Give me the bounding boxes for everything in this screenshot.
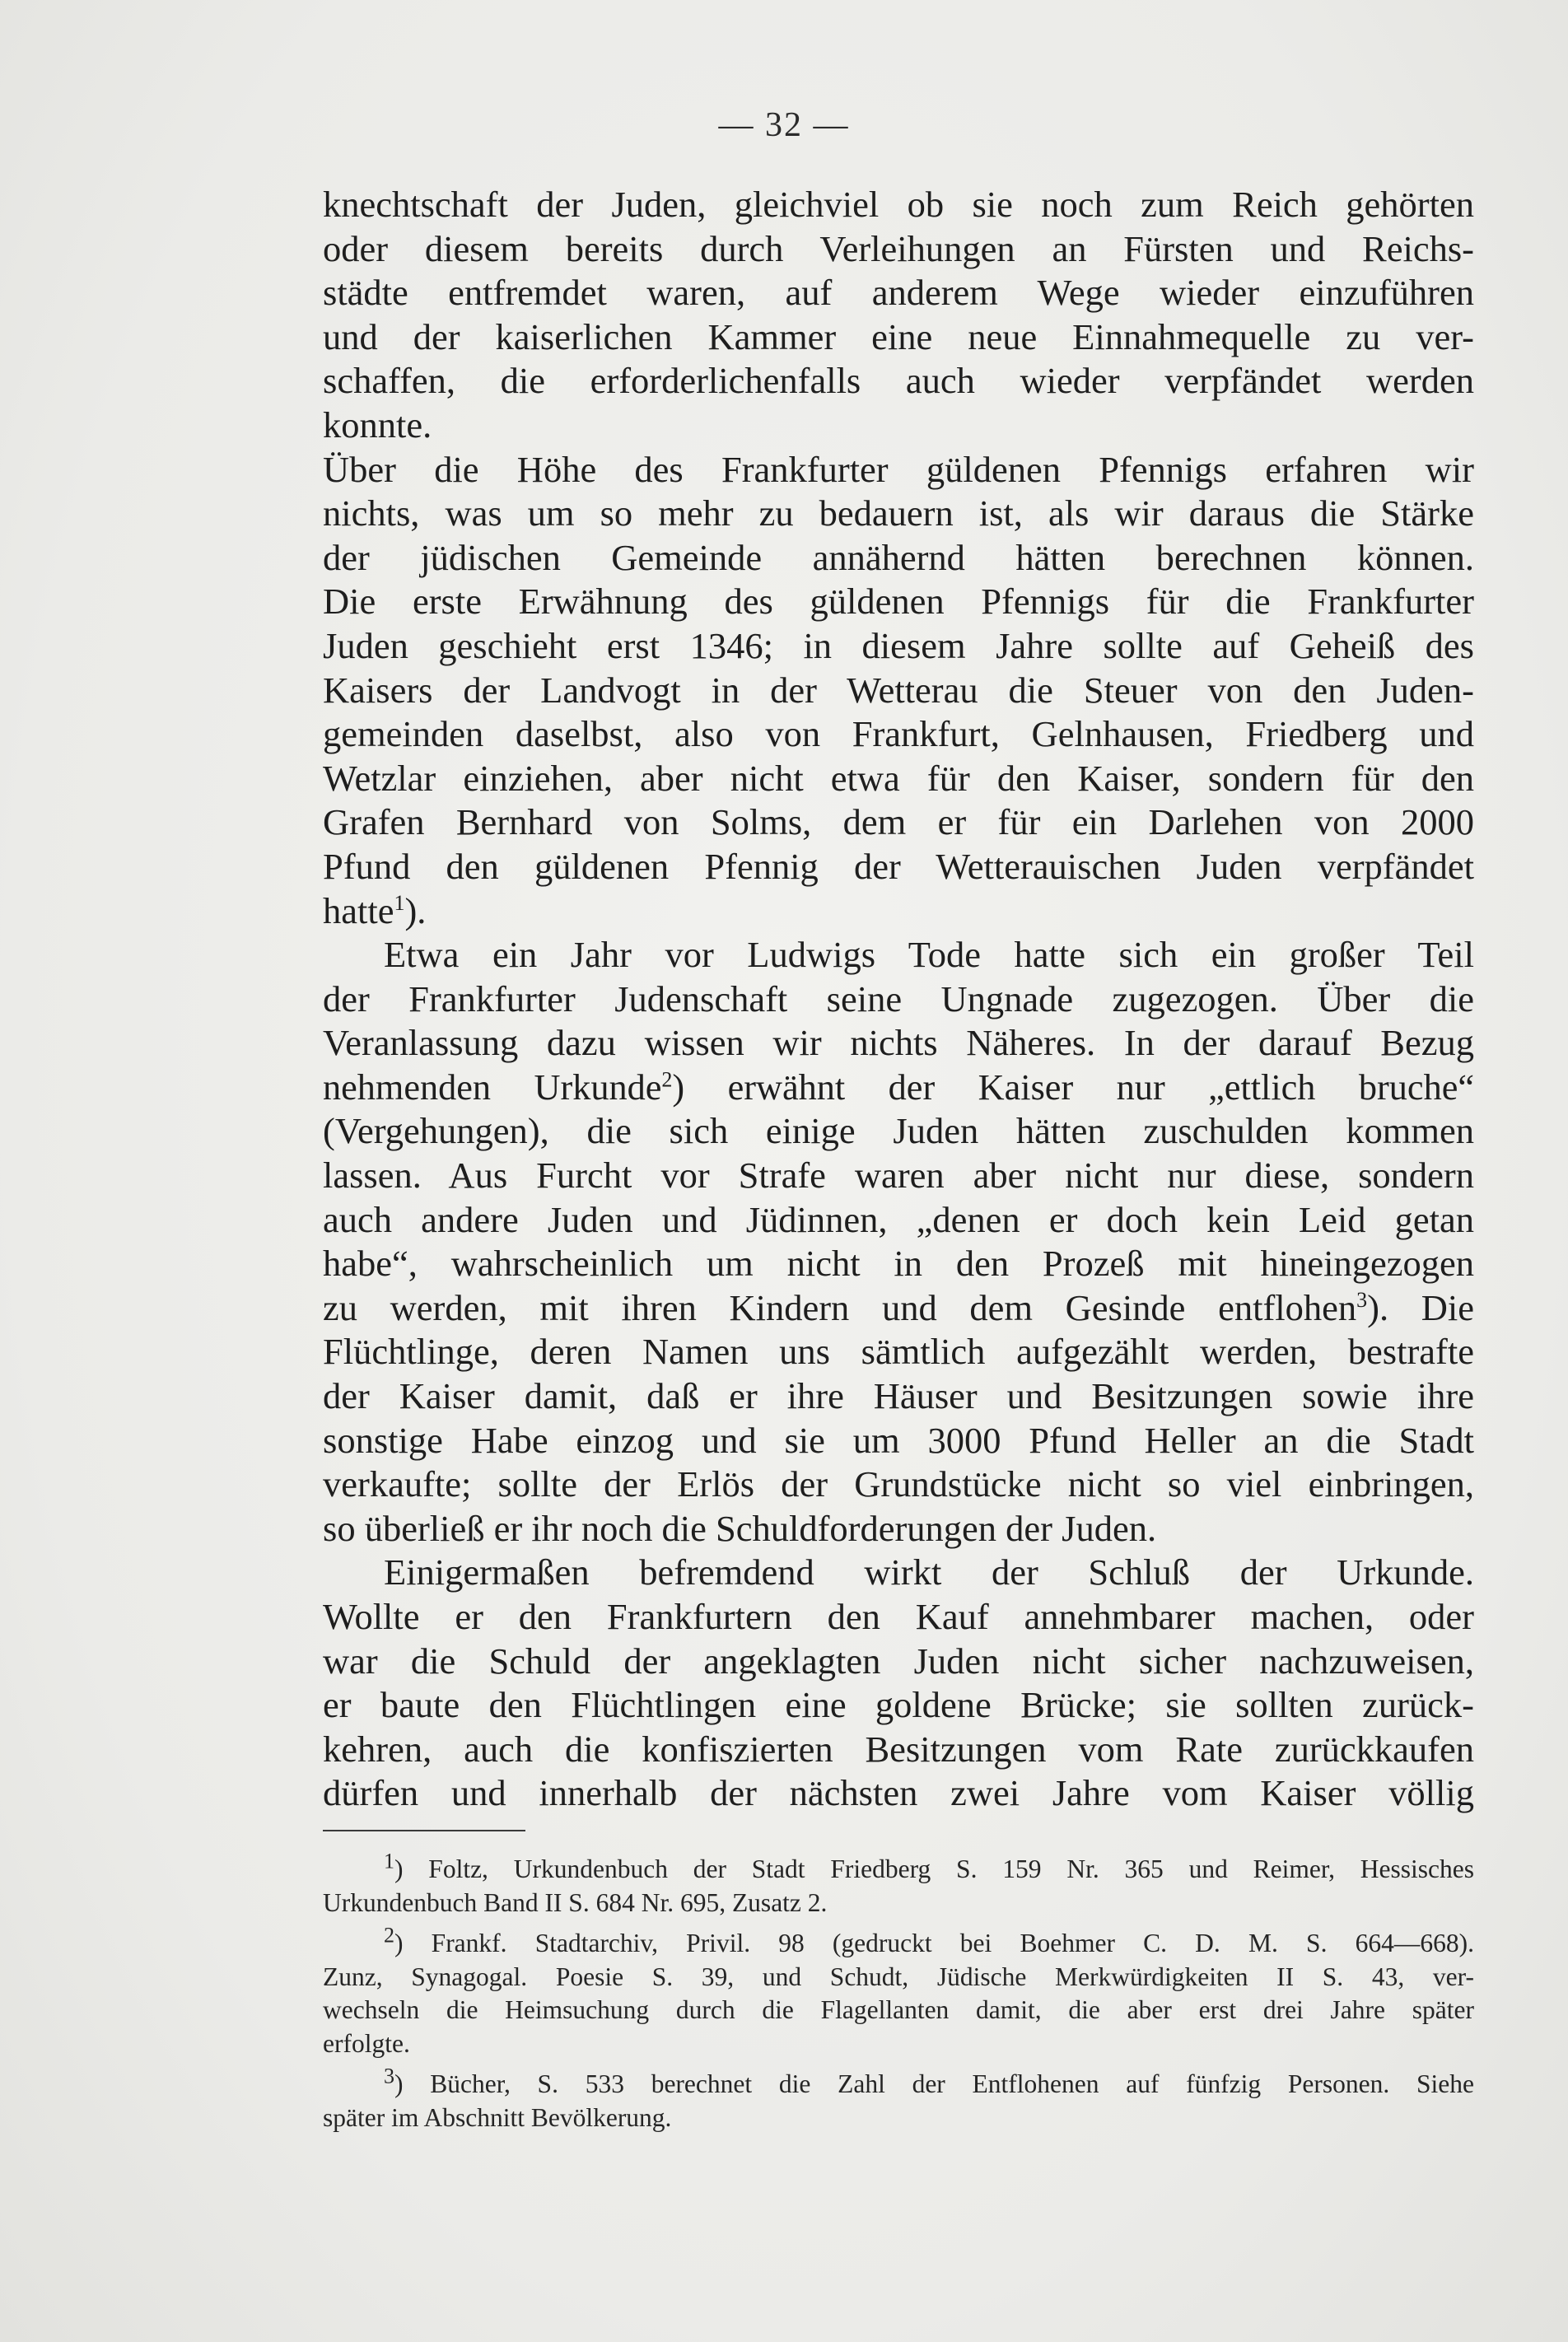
text-line: gemeinden daselbst, also von Frankfurt, Gelnhausen, Friedberg und	[323, 713, 1474, 755]
text-line: lassen. Aus Furcht vor Strafe waren aber nicht nur diese, sondern	[323, 1155, 1474, 1197]
text-line: Juden geschieht erst 1346; in diesem Jahre sollte auf Geheiß des	[323, 624, 1474, 666]
text-line: Flüchtlinge, deren Namen uns sämtlich aufgezählt werden, bestrafte	[323, 1331, 1474, 1373]
text-fragment: ) Foltz, Urkundenbuch der Stadt Friedberg S. 159 Nr. 365 und Reimer, Hessisches	[394, 1854, 1474, 1883]
text-line: auch andere Juden und Jüdinnen, „denen er doch kein Leid getan	[323, 1198, 1474, 1240]
text-line: Einigermaßen befremdend wirkt der Schluß der Urkunde.	[384, 1551, 1474, 1593]
text-fragment: ).	[404, 889, 427, 931]
text-line-with-ref	[323, 1286, 1474, 1331]
footnote-line: erfolgte.	[323, 2028, 410, 2058]
text-fragment: ) Frankf. Stadtarchiv, Privil. 98 (gedruckt bei Boehmer C. D. M. S. 664—668).	[394, 1929, 1474, 1957]
text-line: der Kaiser damit, daß er ihre Häuser und Besitzungen sowie ihre	[323, 1375, 1474, 1417]
footnote-ref: 1	[394, 890, 405, 915]
text-line: war die Schuld der angeklagten Juden nicht sicher nachzuweisen,	[323, 1640, 1474, 1682]
text-line: nichts, was um so mehr zu bedauern ist, als wir daraus die Stärke	[323, 492, 1474, 534]
text-line: habe“, wahrscheinlich um nicht in den Prozeß mit hineingezogen	[323, 1243, 1474, 1285]
footnote-marker: 1	[384, 1849, 394, 1873]
text-line: und der kaiserlichen Kammer eine neue Einnahmequelle zu ver-	[323, 315, 1474, 357]
text-line: Pfund den güldenen Pfennig der Wetterauischen Juden verpfändet	[323, 845, 1474, 887]
footnote-line	[323, 1923, 1474, 1961]
footnote-line: später im Abschnitt Bevölkerung.	[323, 2102, 672, 2132]
text-line: Wetzlar einziehen, aber nicht etwa für den Kaiser, sondern für den	[323, 757, 1474, 799]
text-line: städte entfremdet waren, auf anderem Wege wieder einzuführen	[323, 272, 1474, 314]
text-line-with-ref	[323, 889, 1474, 934]
footnote-line: Urkundenbuch Band II S. 684 Nr. 695, Zusatz 2.	[323, 1887, 828, 1917]
text-line: sonstige Habe einzog und sie um 3000 Pfund Heller an die Stadt	[323, 1419, 1474, 1461]
text-line: knechtschaft der Juden, gleichviel ob sie noch zum Reich gehörten	[323, 184, 1474, 225]
text-line: Wollte er den Frankfurtern den Kauf annehmbarer machen, oder	[323, 1596, 1474, 1637]
text-fragment: hatte	[323, 889, 394, 931]
footnote-ref: 2	[661, 1067, 673, 1092]
text-line: Grafen Bernhard von Solms, dem er für ein Darlehen von 2000	[323, 801, 1474, 843]
text-line: der jüdischen Gemeinde annähernd hätten berechnen können.	[323, 536, 1474, 578]
footnote-line: Zunz, Synagogal. Poesie S. 39, und Schudt, Jüdische Merkwürdigkeiten II S. 43, ver-	[323, 1962, 1474, 1991]
text-line: Kaisers der Landvogt in der Wetterau die Steuer von den Juden-	[323, 669, 1474, 711]
footnote-marker: 3	[384, 2064, 394, 2088]
main-text	[323, 183, 1474, 1816]
footnote-line	[323, 1849, 1474, 1887]
text-line: Über die Höhe des Frankfurter güldenen Pfennigs erfahren wir	[323, 448, 1474, 490]
text-fragment: zu werden, mit ihren Kindern und dem Gesinde entflohen	[323, 1286, 1357, 1328]
text-line: so überließ er ihr noch die Schuldforderungen der Juden.	[323, 1507, 1157, 1549]
text-fragment: ) erwähnt der Kaiser nur „ettlich bruche“	[672, 1066, 1474, 1108]
footnote-marker: 2	[384, 1923, 394, 1948]
footnote-1	[323, 1849, 1474, 1920]
text-line: oder diesem bereits durch Verleihungen an Fürsten und Reichs-	[323, 227, 1474, 269]
text-line: er baute den Flüchtlingen eine goldene Brücke; sie sollten zurück-	[323, 1684, 1474, 1726]
page-number: — 32 —	[718, 106, 850, 144]
text-line: Veranlassung dazu wissen wir nichts Näheres. In der darauf Bezug	[323, 1022, 1474, 1064]
footnote-line	[323, 2064, 1474, 2102]
text-line: der Frankfurter Judenschaft seine Ungnade zugezogen. Über die	[323, 977, 1474, 1019]
text-line: schaffen, die erforderlichenfalls auch wieder verpfändet werden	[323, 360, 1474, 402]
text-fragment: nehmenden Urkunde	[323, 1066, 662, 1108]
text-line: (Vergehungen), die sich einige Juden hätten zuschulden kommen	[323, 1110, 1474, 1152]
footnote-divider	[323, 1830, 525, 1831]
text-fragment: ) Bücher, S. 533 berechnet die Zahl der Entflohenen auf fünfzig Personen. Siehe	[394, 2069, 1474, 2098]
footnote-line: wechseln die Heimsuchung durch die Flagellanten damit, die aber erst drei Jahre später	[323, 1995, 1474, 2024]
text-fragment: ). Die	[1367, 1286, 1474, 1328]
text-line: Etwa ein Jahr vor Ludwigs Tode hatte sich ein großer Teil	[384, 934, 1474, 976]
text-line: konnte.	[323, 404, 432, 446]
footnotes	[323, 1849, 1474, 2142]
footnote-2	[323, 1923, 1474, 2060]
text-line: Die erste Erwähnung des güldenen Pfennigs für die Frankfurter	[323, 581, 1474, 623]
text-line: kehren, auch die konfiszierten Besitzungen vom Rate zurückkaufen	[323, 1728, 1474, 1770]
text-line: dürfen und innerhalb der nächsten zwei Jahre vom Kaiser völlig	[323, 1772, 1474, 1814]
text-line: verkaufte; sollte der Erlös der Grundstücke nicht so viel einbringen,	[323, 1463, 1474, 1505]
text-line-with-ref	[323, 1066, 1474, 1110]
footnote-ref: 3	[1356, 1288, 1368, 1313]
footnote-3	[323, 2064, 1474, 2134]
